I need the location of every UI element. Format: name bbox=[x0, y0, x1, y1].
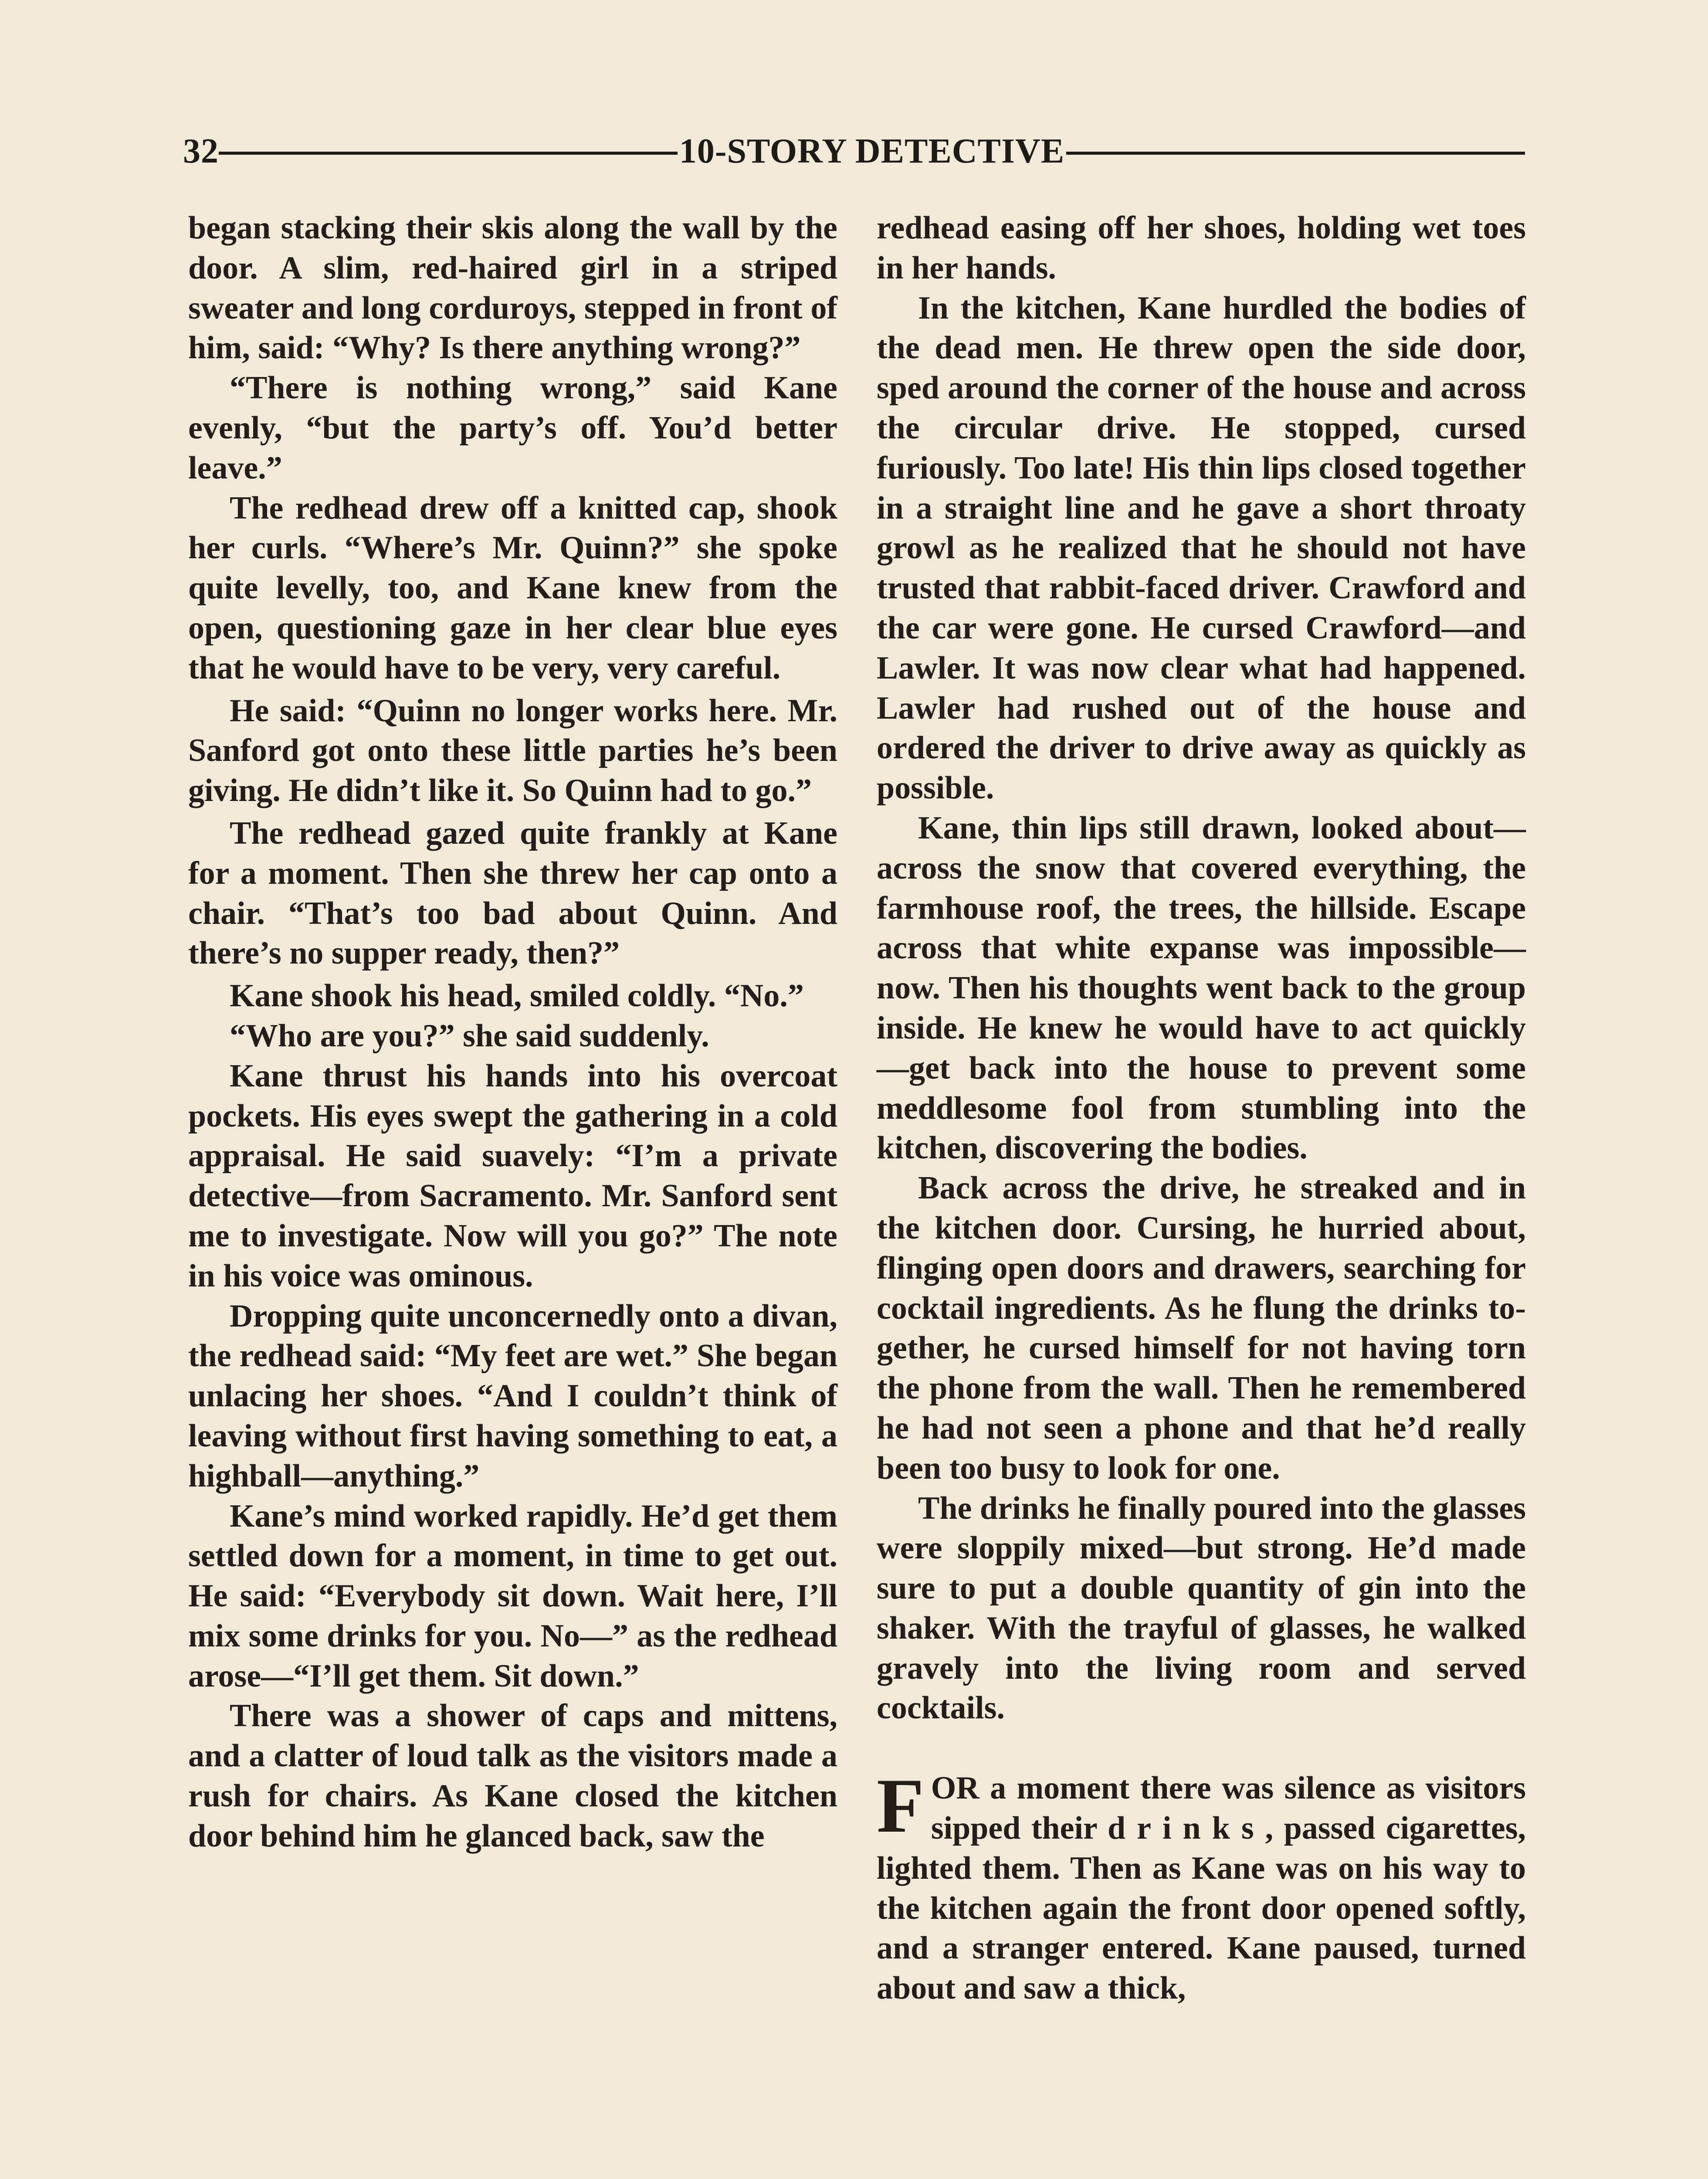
page-header bbox=[183, 127, 1525, 175]
paragraph: There was a shower of caps and mittens, and a clatter of loud talk as the visitors made a rush for chairs. As Kane closed the kitchen door behind him he glanced back, saw the bbox=[188, 1698, 837, 1854]
paragraph: began stacking their skis along the wall by the door. A slim, red-haired girl in a striped sweater and long corduroys, stepped in front of him, said: “Why? Is there anything wrong?” bbox=[188, 210, 837, 366]
paragraph: In the kitchen, Kane hurdled the bodies of the dead men. He threw open the side door, sped around the corner of the house and across the circular drive. He stopped, cursed furiously. Too late! His thin lips closed together in a straight line and he gave a short throaty growl as he realized that he should not have trusted that rabbit-faced driver. Crawford and the car were gone. He cursed Crawford—and Lawler. It was now clear what had happened. Lawler had rushed out of the house and ordered the driver to drive away as quickly as possible. bbox=[877, 290, 1526, 806]
paragraph: Back across the drive, he streaked and in the kitchen door. Cursing, he hurried about, flinging open doors and drawers, searching for cocktail ingredients. As he flung the drinks together, he cursed himself for not having torn the phone from the wall. Then he remembered he had not seen a phone and that he’d really been too busy to look for one. bbox=[877, 1170, 1526, 1486]
spaced-word: drinks bbox=[1108, 1810, 1265, 1846]
drop-cap: F bbox=[877, 1762, 924, 1849]
magazine-title: 10-STORY DETECTIVE bbox=[679, 132, 1065, 170]
paragraph: The drinks he finally poured into the glasses were sloppily mixed—but strong. He’d made sure to put a double quantity of gin into the shaker. With the trayful of glasses, he walked gravely into the living room and served cocktails. bbox=[877, 1490, 1526, 1726]
left-column bbox=[188, 208, 837, 1857]
section-text-start: OR a moment there was silence as visitors sipped their bbox=[931, 1770, 1526, 1846]
paragraph: Kane’s mind worked rapidly. He’d get them settled down for a moment, in time to get out. He said: “Everybody sit down. Wait here, I’ll mix some drinks for you. No—” as the redhead arose—“I’ll get them. Sit down.” bbox=[188, 1498, 837, 1694]
section-break-paragraph bbox=[877, 1762, 1526, 2009]
paragraph: redhead easing off her shoes, holding wet toes in her hands. bbox=[877, 210, 1526, 286]
paragraph: He said: “Quinn no longer works here. Mr. Sanford got onto these little parties he’s been giving. He didn’t like it. So Quinn had to go.” bbox=[188, 692, 837, 809]
paragraph: “There is nothing wrong,” said Kane evenly, “but the party’s off. You’d better leave.” bbox=[188, 370, 837, 486]
paragraph: Dropping quite unconcernedly onto a divan, the redhead said: “My feet are wet.” She began unlacing her shoes. “And I couldn’t think of leaving without first having something to eat, a highball—anything.” bbox=[188, 1298, 837, 1494]
page-number: 32 bbox=[183, 132, 219, 170]
section-text-end: , passed cigarettes, lighted them. Then as Kane was on his way to the kitchen again the front door opened softly, and a stranger entered. Kane paused, turned about and saw a thick, bbox=[877, 1810, 1526, 2006]
paragraph: “Who are you?” she said suddenly. bbox=[230, 1018, 709, 1054]
paragraph: Kane thrust his hands into his overcoat pockets. His eyes swept the gathering in a cold appraisal. He said suavely: “I’m a private detective—from Sacramento. Mr. Sanford sent me to investigate. Now will you go?” The note in his voice was ominous. bbox=[188, 1058, 837, 1294]
header-rule-right bbox=[1066, 152, 1525, 155]
paragraph: The redhead gazed quite frankly at Kane for a moment. Then she threw her cap onto a chair. “That’s too bad about Quinn. And there’s no supper ready, then?” bbox=[188, 815, 837, 971]
right-column bbox=[877, 208, 1526, 2009]
header-rule-left bbox=[219, 152, 678, 155]
paragraph: Kane shook his head, smiled coldly. “No.” bbox=[230, 978, 804, 1014]
paragraph: The redhead drew off a knitted cap, shook her curls. “Where’s Mr. Quinn?” she spoke quite levelly, too, and Kane knew from the open, questioning gaze in her clear blue eyes that he would have to be very, very careful. bbox=[188, 490, 837, 686]
paragraph: Kane, thin lips still drawn, looked about—across the snow that covered everything, the farmhouse roof, the trees, the hillside. Escape across that white expanse was impossible—now. Then his thoughts went back to the group inside. He knew he would have to act quickly—get back into the house to prevent some meddlesome fool from stumbling into the kitchen, discovering the bodies. bbox=[877, 810, 1526, 1166]
